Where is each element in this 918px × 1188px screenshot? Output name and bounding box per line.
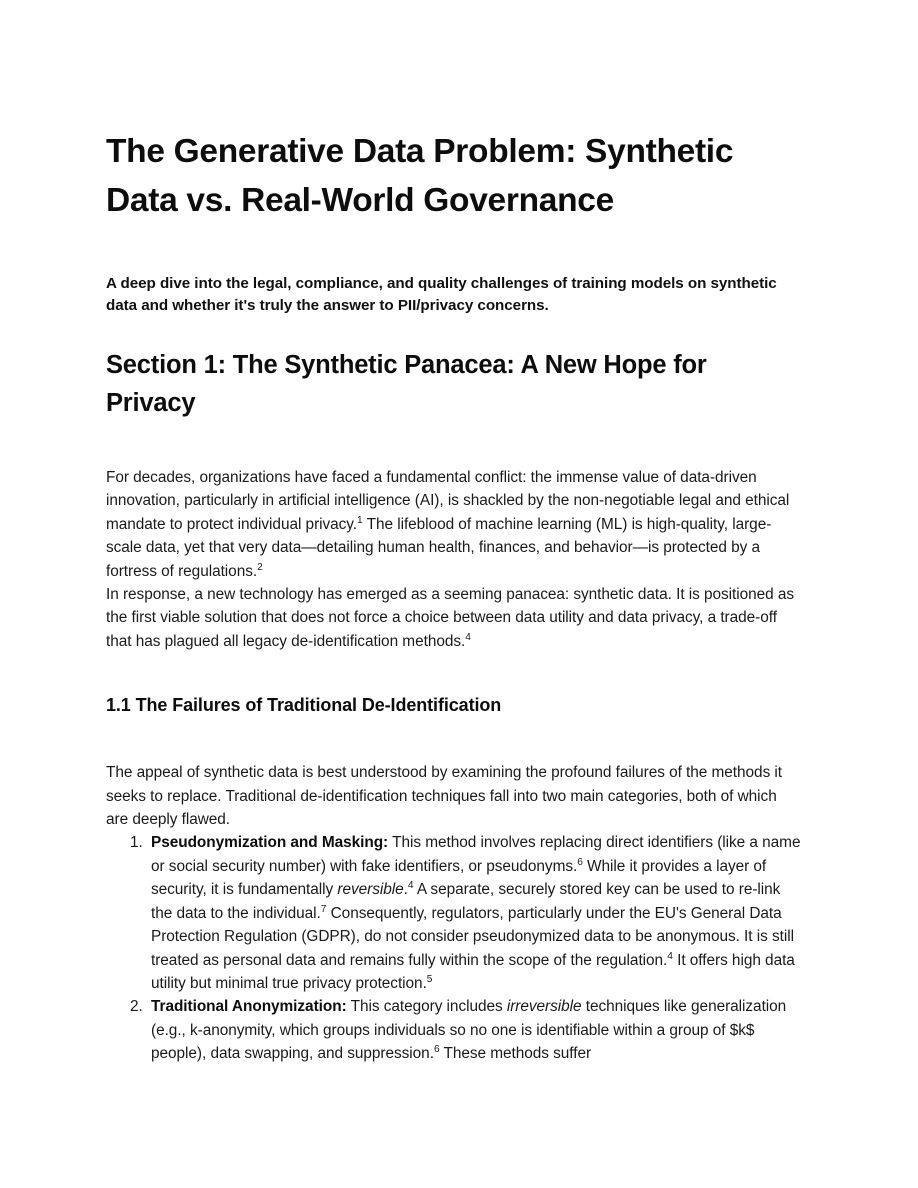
list-item-1-text-6: It offers high data utility but minimal true privacy protection.	[151, 951, 795, 992]
footnote-ref-1: 1	[357, 514, 363, 526]
footnote-ref-6b: 6	[433, 1044, 440, 1055]
list-item-1-body	[151, 834, 800, 991]
footnote-ref-6: 6	[577, 856, 583, 868]
footnote-ref-4b: 4	[407, 880, 414, 892]
list-item-2-text-3: These methods suffer	[439, 1045, 592, 1063]
list-item-2-emphasis-irreversible: irreversible	[506, 998, 582, 1016]
subsection-intro-paragraph: The appeal of synthetic data is best understood by examining the profound failures of the methods it seeks to replace. Traditional de-identification techniques fall into two main categories, both of which are deeply flawed.	[106, 764, 783, 829]
intro-paragraph-2	[106, 583, 802, 653]
document-subtitle: A deep dive into the legal, compliance, and quality challenges of training models on synthetic data and whether it's truly the answer to PII/privacy concerns.	[106, 275, 777, 314]
document-content-column	[106, 0, 802, 1066]
list-item-1-text-1: This method involves replacing direct identifiers (like a name or social security number) with fake identifiers, or pseudonyms.	[151, 834, 801, 875]
list-item-2-text-1: This category includes	[346, 998, 507, 1016]
list-item-1-lead-in: Pseudonymization and Masking:	[151, 834, 389, 852]
de-identification-methods-list	[106, 831, 802, 1065]
footnote-ref-4: 4	[465, 631, 471, 643]
page-title: The Generative Data Problem: Synthetic Data vs. Real-World Governance	[106, 133, 734, 219]
footnote-ref-2: 2	[257, 561, 263, 573]
footnote-ref-4c: 4	[667, 950, 673, 962]
list-item-2-text-2: techniques like generalization (e.g., k-anonymity, which groups individuals so no one is identifiable within a group of $k$ people), data swapping, and suppression.	[151, 998, 787, 1063]
intro-paragraph-1-text-a: For decades, organizations have faced a fundamental conflict: the immense value of data-driven innovation, particularly in artificial intelligence (AI), is shackled by the non-negotiable legal and ethical mandate to protect individual privacy.	[106, 469, 790, 533]
intro-paragraph-1	[106, 422, 802, 583]
intro-paragraph-2-text-a: In response, a new technology has emerged as a seeming panacea: synthetic data. It is positioned as the first viable solution that does not force a choice between data utility and data privacy, a trade-off that has plagued all legacy de-identification methods.	[106, 586, 795, 650]
list-item-1-text-3: .	[403, 881, 408, 899]
list-item-1-text-2: While it provides a layer of security, it is fundamentally	[151, 857, 767, 899]
footnote-ref-5: 5	[426, 973, 433, 985]
list-item-2-lead-in: Traditional Anonymization:	[151, 998, 347, 1016]
list-item	[106, 995, 802, 1065]
section-1-heading: Section 1: The Synthetic Panacea: A New Hope for Privacy	[106, 351, 707, 417]
list-item-1-text-5: Consequently, regulators, particularly under the EU's General Data Protection Regulation (GDPR), do not consider pseudonymized data to be anonymous. It is still treated as personal data and remains fully within the scope of the regulation.	[151, 904, 794, 969]
list-item-2-body	[151, 998, 786, 1062]
intro-paragraph-1-text-b: The lifeblood of machine learning (ML) is high-quality, large-scale data, yet that very data—detailing human health, finances, and behavior—is protected by a fortress of regulations.	[106, 515, 772, 580]
list-item-1-emphasis-reversible: reversible	[337, 881, 404, 899]
list-item-1-text-4: A separate, securely stored key can be used to re-link the data to the individual.	[151, 881, 781, 922]
subsection-1-1-heading: 1.1 The Failures of Traditional De-Identification	[106, 695, 502, 716]
list-item	[106, 831, 802, 995]
footnote-ref-7: 7	[320, 903, 327, 915]
